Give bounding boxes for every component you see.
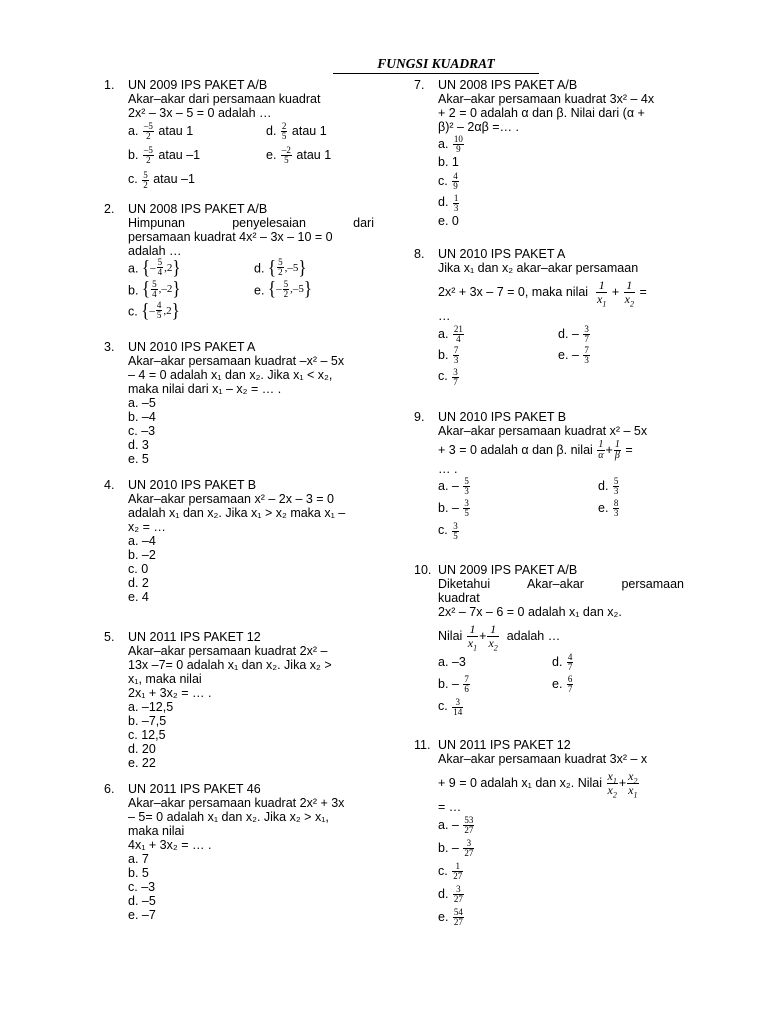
option-c: c. –3 xyxy=(128,424,156,438)
option-a: a. $\frac{-5}{2}$ atau 1 xyxy=(128,121,194,142)
option-e: e. $\frac{6}{7}$ xyxy=(552,674,573,695)
option-b: b. $\frac{7}{3}$ xyxy=(438,345,459,366)
option-d: d. $\frac{2}{5}$ atau 1 xyxy=(266,121,327,142)
option-e: e. $\frac{-2}{5}$ atau 1 xyxy=(266,145,332,166)
question-text: Akar–akar persamaan kuadrat 2x² – xyxy=(128,644,328,658)
question-1 xyxy=(104,78,374,190)
option-d: d. 2 xyxy=(128,576,149,590)
question-source: UN 2010 IPS PAKET A xyxy=(128,340,256,354)
option-e: e. 22 xyxy=(128,756,156,770)
question-source: UN 2011 IPS PAKET 12 xyxy=(128,630,261,644)
question-text: Akar–akar persamaan kuadrat 3x² – 4x xyxy=(438,92,655,106)
question-number: 2. xyxy=(104,202,115,216)
option-c: c. { – $\frac{4}{5}$ ,2 } xyxy=(128,298,180,322)
question-number: 6. xyxy=(104,782,115,796)
question-text: 2x² – 7x – 6 = 0 adalah x₁ dan x₂. xyxy=(438,605,622,619)
option-c: c. 12,5 xyxy=(128,728,166,742)
question-number: 11. xyxy=(414,738,431,752)
option-d: d. $\frac{4}{7}$ xyxy=(552,652,573,673)
page-title: FUNGSI KUADRAT xyxy=(333,56,539,74)
question-text: Himpunan penyelesaian dari xyxy=(128,216,374,230)
question-text: 4x₁ + 3x₂ = … . xyxy=(128,838,212,852)
question-text: adalah x₁ dan x₂. Jika x₁ > x₂ maka x₁ – xyxy=(128,506,346,520)
question-source: UN 2011 IPS PAKET 12 xyxy=(438,738,571,752)
question-7 xyxy=(414,78,684,229)
question-text: 2x² – 3x – 5 = 0 adalah … xyxy=(128,106,272,120)
option-b: b. 1 xyxy=(438,155,459,170)
question-text: maka nilai dari x₁ – x₂ = … . xyxy=(128,382,282,396)
question-2 xyxy=(104,202,374,321)
question-text: Nilai $\frac{1}{x_1}$ + $\frac{1}{x_2}$ adalah … xyxy=(438,622,561,653)
option-a: a. { – $\frac{5}{4}$ ,2 } xyxy=(128,255,181,279)
question-text: Jika x₁ dan x₂ akar–akar persamaan xyxy=(438,261,639,275)
option-b: b. –7,5 xyxy=(128,714,167,728)
question-number: 9. xyxy=(414,410,425,424)
question-number: 1. xyxy=(104,78,115,92)
option-a: a. –3 xyxy=(438,655,466,669)
question-text: 13x –7= 0 adalah x₁ dan x₂. Jika x₂ > xyxy=(128,658,332,672)
option-a: a. 7 xyxy=(128,852,149,866)
option-e: e. 5 xyxy=(128,452,149,466)
option-d: d. $\frac{1}{3}$ xyxy=(438,192,459,213)
question-text: Akar–akar persamaan kuadrat 2x² + 3x xyxy=(128,796,345,810)
option-d: d. –5 xyxy=(128,894,156,908)
option-e: e. $\frac{54}{27}$ xyxy=(438,907,463,928)
option-d: d. $\frac{3}{27}$ xyxy=(438,884,463,905)
question-text: … . xyxy=(438,462,458,476)
option-b: b. – $\frac{7}{6}$ xyxy=(438,674,469,695)
option-b: b. $\frac{-5}{2}$ atau –1 xyxy=(128,145,201,166)
question-text: β)² – 2αβ =… . xyxy=(438,120,519,134)
question-source: UN 2008 IPS PAKET A/B xyxy=(128,202,268,216)
question-text: Akar–akar persamaan x² – 2x – 3 = 0 xyxy=(128,492,335,506)
option-b: b. – $\frac{3}{27}$ xyxy=(438,838,474,859)
question-text: … xyxy=(438,309,451,323)
question-text: persamaan kuadrat 4x² – 3x – 10 = 0 xyxy=(128,230,333,244)
question-text: – 4 = 0 adalah x₁ dan x₂. Jika x₁ < x₂, xyxy=(128,368,333,382)
question-number: 3. xyxy=(104,340,115,354)
option-c: c. –3 xyxy=(128,880,156,894)
option-d: d. 20 xyxy=(128,742,156,756)
question-number: 7. xyxy=(414,78,425,92)
question-text: = … xyxy=(438,800,462,814)
question-source: UN 2011 IPS PAKET 46 xyxy=(128,782,261,796)
question-4 xyxy=(104,478,374,604)
question-source: UN 2008 IPS PAKET A/B xyxy=(438,78,578,92)
question-text: x₁, maka nilai xyxy=(128,672,202,686)
question-text: Akar–akar persamaan kuadrat –x² – 5x xyxy=(128,354,345,368)
question-text: Akar–akar dari persamaan kuadrat xyxy=(128,92,321,106)
option-a: a. –12,5 xyxy=(128,700,174,714)
option-e: e. –7 xyxy=(128,908,156,922)
question-text: maka nilai xyxy=(128,824,185,838)
question-text: x₂ = … xyxy=(128,520,166,534)
option-d: d. – $\frac{3}{7}$ xyxy=(558,324,589,345)
option-d: d. { $\frac{5}{2}$ ,–5 } xyxy=(254,255,307,279)
option-b: b. –2 xyxy=(128,548,156,562)
question-number: 10. xyxy=(414,563,432,577)
option-d: d. $\frac{5}{3}$ xyxy=(598,476,619,497)
question-number: 5. xyxy=(104,630,115,644)
option-e: e. – $\frac{7}{3}$ xyxy=(558,345,589,366)
option-e: e. $\frac{8}{3}$ xyxy=(598,498,619,519)
question-9 xyxy=(414,410,684,541)
question-text: + 2 = 0 adalah α dan β. Nilai dari (α + xyxy=(438,106,645,120)
question-text: Diketahui Akar–akar persamaan xyxy=(438,577,684,591)
option-e: e. 0 xyxy=(438,214,459,229)
option-b: b. 5 xyxy=(128,866,149,880)
question-11 xyxy=(414,738,684,929)
option-d: d. 3 xyxy=(128,438,149,452)
option-c: c. $\frac{3}{7}$ xyxy=(438,366,458,387)
question-8 xyxy=(414,247,684,387)
question-6 xyxy=(104,782,374,922)
option-a: a. –4 xyxy=(128,534,156,548)
option-b: b. – $\frac{3}{5}$ xyxy=(438,498,469,519)
option-c: c. $\frac{3}{5}$ xyxy=(438,520,458,541)
question-10 xyxy=(414,563,684,717)
question-3 xyxy=(104,340,374,466)
option-a: a. $\frac{21}{4}$ xyxy=(438,324,463,345)
question-text: + 3 = 0 adalah α dan β. nilai $\frac{1}{\alpha}$ + $\frac{1}{\beta}$ = xyxy=(438,439,633,462)
question-text: kuadrat xyxy=(438,591,480,605)
option-a: a. – $\frac{53}{27}$ xyxy=(438,815,474,836)
question-text: 2x₁ + 3x₂ = … . xyxy=(128,686,212,700)
question-source: UN 2009 IPS PAKET A/B xyxy=(438,563,578,577)
question-source: UN 2009 IPS PAKET A/B xyxy=(128,78,268,92)
option-b: b. { $\frac{5}{4}$ ,–2 } xyxy=(128,277,181,300)
option-c: c. $\frac{1}{27}$ xyxy=(438,861,463,882)
option-e: e. { – $\frac{5}{2}$ ,–5 } xyxy=(254,277,313,300)
question-number: 8. xyxy=(414,247,425,261)
question-source: UN 2010 IPS PAKET B xyxy=(438,410,567,424)
option-c: c. $\frac{3}{14}$ xyxy=(438,696,463,717)
option-c: c. $\frac{4}{9}$ xyxy=(438,171,458,192)
question-text: 2x² + 3x – 7 = 0, maka nilai $\frac{1}{x_1}$ + $\frac{1}{x_2}$ = xyxy=(438,278,647,309)
option-a: a. –5 xyxy=(128,396,156,410)
option-c: c. 0 xyxy=(128,562,149,576)
question-text: adalah … xyxy=(128,244,182,258)
question-source: UN 2010 IPS PAKET B xyxy=(128,478,257,492)
option-c: c. $\frac{5}{2}$ atau –1 xyxy=(128,169,195,190)
option-b: b. –4 xyxy=(128,410,156,424)
question-5 xyxy=(104,630,374,770)
option-a: a. $\frac{10}{9}$ xyxy=(438,134,463,155)
question-text: – 5= 0 adalah x₁ dan x₂. Jika x₂ > x₁, xyxy=(128,810,329,824)
question-text: + 9 = 0 adalah x₁ dan x₂. Nilai $\frac{x_1}{x_2}$ + $\frac{x_2}{x_1}$ xyxy=(438,769,638,800)
option-e: e. 4 xyxy=(128,590,149,604)
question-source: UN 2010 IPS PAKET A xyxy=(438,247,566,261)
option-a: a. – $\frac{5}{3}$ xyxy=(438,476,469,497)
question-text: Akar–akar persamaan kuadrat x² – 5x xyxy=(438,424,648,438)
question-number: 4. xyxy=(104,478,115,492)
question-text: Akar–akar persamaan kuadrat 3x² – x xyxy=(438,752,648,766)
